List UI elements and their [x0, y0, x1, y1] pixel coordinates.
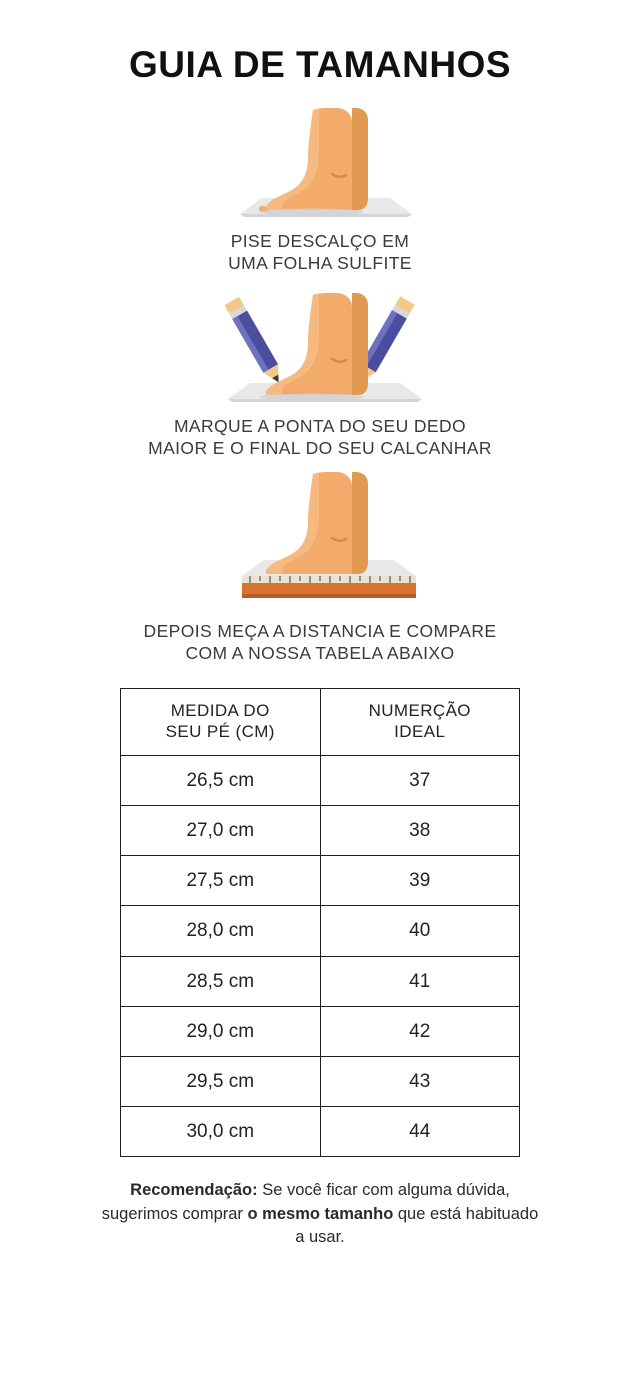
barefoot-on-paper-icon: [180, 102, 460, 222]
step-3-caption: [144, 620, 497, 665]
table-row: [121, 805, 520, 855]
step-1: [0, 96, 640, 281]
header-medida: [121, 689, 321, 755]
step-2-caption-line1: MARQUE A PONTA DO SEU DEDO: [173, 415, 467, 436]
header-medida-line2: SEU PÉ (CM): [165, 722, 275, 742]
cell-medida: 29,0 cm: [121, 1006, 321, 1056]
table-header-row: [121, 689, 520, 755]
step-3: [0, 466, 640, 671]
step-1-caption-line2: UMA FOLHA SULFITE: [228, 253, 412, 274]
step-3-caption-line1: DEPOIS MEÇA A DISTANCIA E COMPARE: [143, 620, 497, 641]
step-2-caption-line2: MAIOR E O FINAL DO SEU CALCANHAR: [148, 438, 492, 459]
table-row: [121, 856, 520, 906]
page-title: GUIA DE TAMANHOS: [128, 44, 512, 85]
table-row: [121, 1107, 520, 1157]
cell-medida: 26,5 cm: [121, 755, 321, 805]
step-1-caption: [228, 230, 412, 275]
step-2-caption: [148, 415, 492, 460]
recommendation-label: Recomendação:: [130, 1181, 258, 1200]
cell-medida: 27,0 cm: [121, 805, 321, 855]
step-3-caption-line2: COM A NOSSA TABELA ABAIXO: [185, 642, 455, 663]
cell-medida: 28,0 cm: [121, 906, 321, 956]
header-numeracao-line2: IDEAL: [394, 722, 446, 742]
table-row: [121, 1056, 520, 1106]
step-2: [0, 281, 640, 466]
size-table-head: [121, 689, 520, 755]
size-table-wrapper: [120, 688, 520, 1157]
foot-with-ruler-icon: [180, 472, 460, 612]
cell-medida: 28,5 cm: [121, 956, 321, 1006]
recommendation-text-1: Se você ficar com alguma dúvida, sugerimos comprar: [101, 1181, 510, 1223]
cell-numeracao: 38: [320, 805, 520, 855]
table-row: [121, 1006, 520, 1056]
header-numeracao-line1: NUMERÇÃO: [368, 701, 471, 721]
recommendation-bold: o mesmo tamanho: [247, 1204, 394, 1223]
cell-numeracao: 41: [320, 956, 520, 1006]
cell-medida: 29,5 cm: [121, 1056, 321, 1106]
cell-numeracao: 43: [320, 1056, 520, 1106]
size-table-body: [121, 755, 520, 1156]
cell-numeracao: 42: [320, 1006, 520, 1056]
step-1-caption-line1: PISE DESCALÇO EM: [230, 231, 410, 251]
table-row: [121, 755, 520, 805]
header-medida-line1: MEDIDA DO: [170, 701, 270, 721]
recommendation-text-2: que está habituado a usar.: [295, 1204, 539, 1247]
table-row: [121, 906, 520, 956]
size-table: [120, 688, 520, 1157]
cell-medida: 30,0 cm: [121, 1107, 321, 1157]
cell-numeracao: 40: [320, 906, 520, 956]
recommendation-note: [95, 1179, 545, 1249]
header-numeracao: [320, 689, 520, 755]
foot-with-pencils-icon: [180, 287, 460, 407]
cell-medida: 27,5 cm: [121, 856, 321, 906]
cell-numeracao: 44: [320, 1107, 520, 1157]
cell-numeracao: 39: [320, 856, 520, 906]
table-row: [121, 956, 520, 1006]
cell-numeracao: 37: [320, 755, 520, 805]
